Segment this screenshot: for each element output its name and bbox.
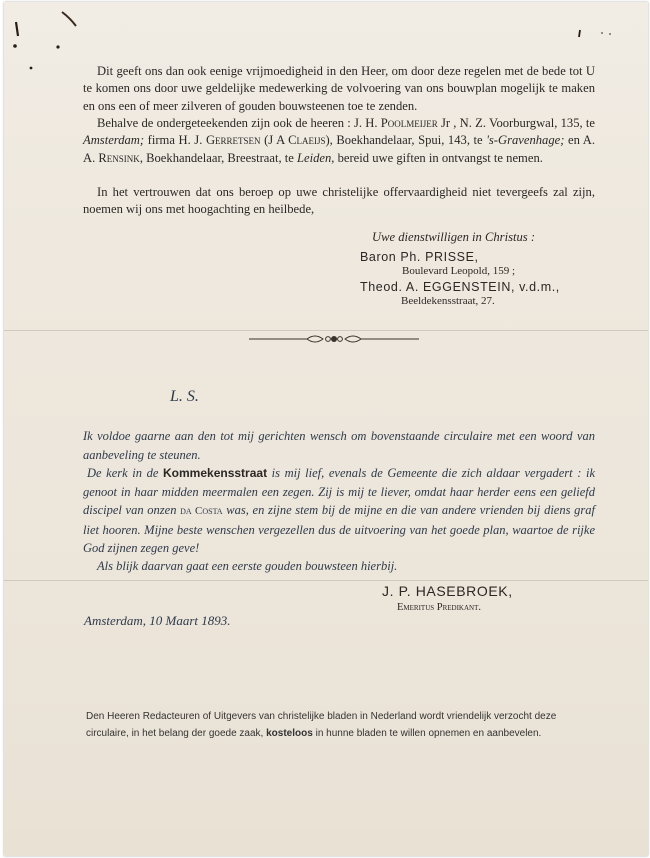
place-amsterdam: Amsterdam; [83,133,145,148]
place-date: Amsterdam, 10 Maart 1893. [84,613,231,628]
place-gravenhage: 's-Gravenhage; [486,133,565,148]
name-gerretsen: Gerretsen [205,133,261,148]
letter-paragraph-1: Dit geeft ons dan ook eenige vrijmoedigheid in den Heer, om door deze regelen met de bede tot U te komen ons door uwe geldelijke medewerking de volvoering van ons bouwplan mogelijk te maken en ons een of meer zilveren of gouden bouwsteenen toe te zenden. [83,64,595,113]
text-span: De kerk in de [87,466,164,480]
ls-paragraph-2 [83,464,595,558]
signer-eggenstein [360,280,560,295]
paper-marks [574,24,624,44]
ls-heading: L. S. [170,388,199,405]
name-claeijs: Claeijs [288,133,326,148]
signer-hasebroek [382,583,513,600]
signer-prisse [360,250,479,265]
text-span: in hunne bladen te willen opnemen en aanbevelen. [312,728,542,739]
name-dacosta: da Costa [180,505,223,518]
ornament-divider [249,332,419,346]
text-span: firma H. J. [144,133,206,148]
name-rensink: Rensink [98,150,140,165]
ls-paragraph-1: Ik voldoe gaarne aan den tot mij gerichten wensch om bovenstaande circulaire met een woord van aanbeveling te steunen. [83,429,595,462]
closing-line: Uwe dienstwilligen in Christus : [372,230,536,244]
place-leiden: Leiden, [297,150,335,165]
letter-paragraph-3: In het vertrouwen dat ons beroep op uwe christelijke offervaardigheid niet tevergeefs zal zijn, noemen wij ons met hoogachting en heilbede, [83,185,595,217]
text-span: was, en zijne stem bij de mijne en die van andere vrienden bij diens graf liet hooren. Mijne beste wenschen vergezellen dus de uitvoering van het goede plan, waartoe de rijke God zijnen zegen geve! [83,503,595,556]
text-span: Behalve de ondergeteekenden zijn ook de heeren : J. H. [97,116,381,130]
letter-sheet [4,2,648,856]
letter-paragraph-2 [83,115,595,167]
text-span: Den Heeren Redacteuren of Uitgevers van christelijke bladen in Nederland wordt vriendelijk verzocht deze circulaire, in het belang der goede zaak, [86,711,557,739]
signer-hasebroek-title: Emeritus Predikant. [397,602,481,613]
ls-paragraph-3: Als blijk daarvan gaat een eerste gouden bouwsteen hierbij. [97,559,398,573]
text-span: Jr , N. Z. Voorburgwal, 135, te [437,116,595,130]
fold-line [4,580,648,581]
text-span: bereid uwe giften in ontvangst te nemen. [334,150,543,165]
notice-paragraph [86,708,598,742]
fold-line [4,330,648,331]
text-span: (J A [260,133,289,148]
signer-hasebroek-name: J. P. HASEBROEK, [382,583,513,599]
signer-prisse-address: Boulevard Leopold, 159 ; [402,265,516,277]
signer-prisse-name: Baron Ph. PRISSE, [360,250,479,264]
text-span: en A. A. [83,133,596,165]
signer-eggenstein-name: Theod. A. EGGENSTEIN, v.d.m., [360,280,560,294]
street-name: Kommekensstraat [163,466,268,480]
signer-eggenstein-address: Beeldekensstraat, 27. [401,295,495,307]
text-span: ), Boekhandelaar, Spui, 143, te [325,133,487,148]
text-span: is mij lief, evenals de Gemeente die zich aldaar vergadert : ik genoot in haar midden meermalen een zegen. Zij is mij te liever, omdat haar herder eens een geliefd discipel van onzen [83,466,595,518]
text-span: , Boekhandelaar, Breestraat, te [139,150,298,165]
name-poolmeijer: Poolmeijer [380,116,438,130]
notice-bold-word: kosteloos [266,728,313,739]
